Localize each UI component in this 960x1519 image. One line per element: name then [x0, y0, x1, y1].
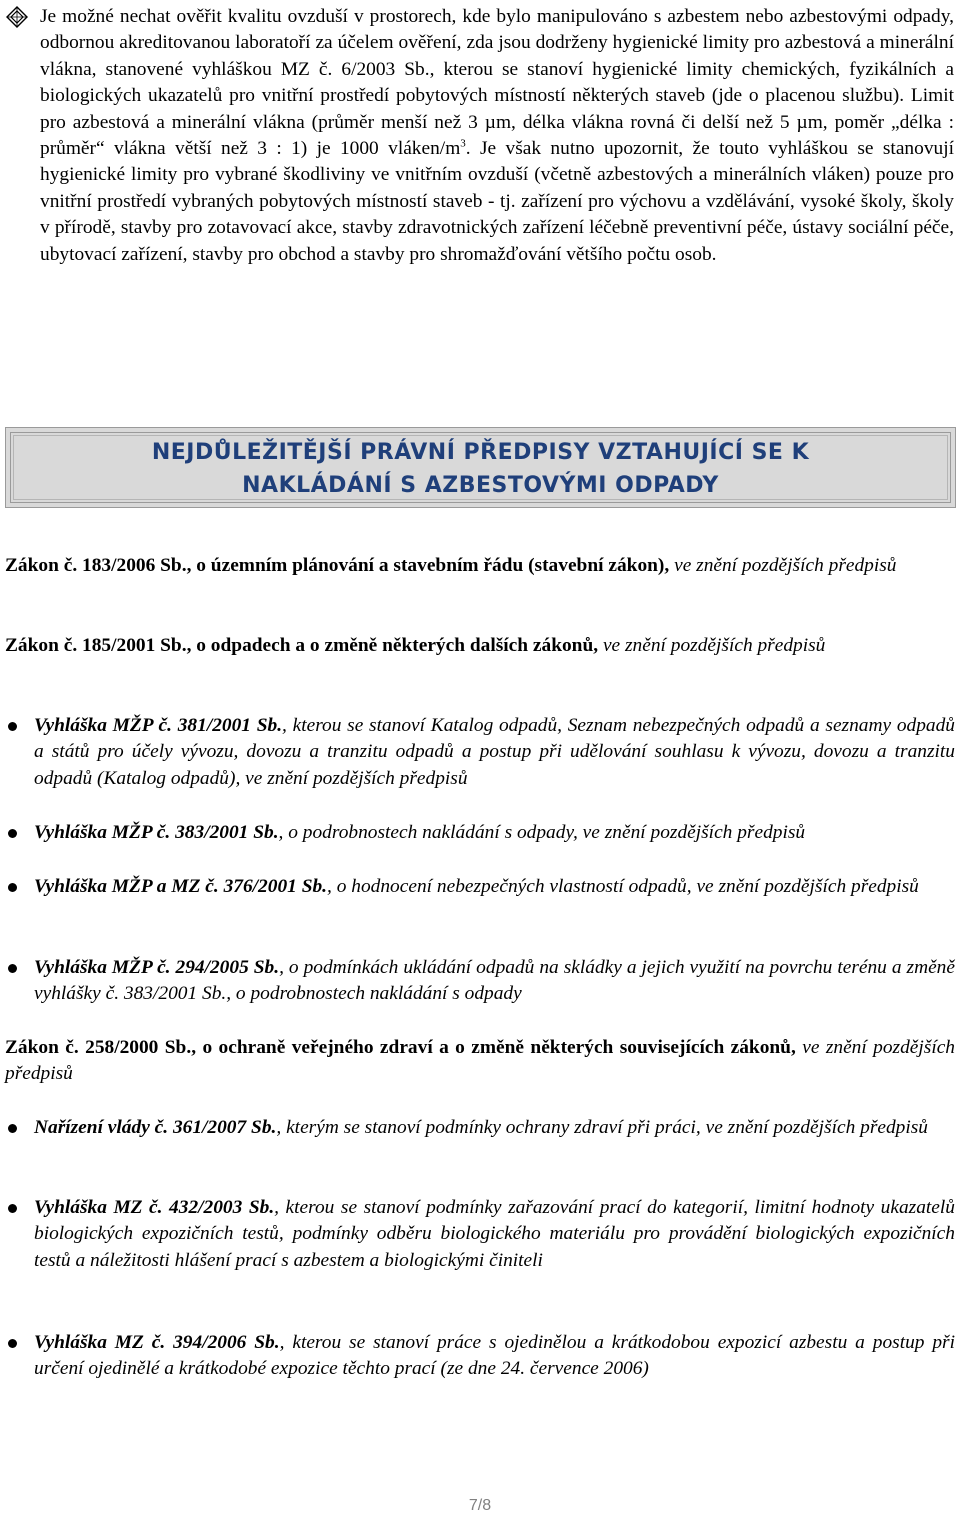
law-list-item — [5, 1330, 955, 1383]
law-entry — [5, 633, 955, 659]
bullet-icon — [8, 1204, 17, 1213]
law-note: , o podrobnostech nakládání s odpady, ve znění pozdějších předpisů — [278, 822, 806, 843]
law-list-item — [5, 713, 955, 792]
intro-text-continued: . Je však nutno upozornit, že touto vyhláškou se stanovují hygienické limity pro vybrané škodliviny ve vnitřním ovzduší (včetně azbestových a minerálních vláken) pouze pro vnitřní prostředí vybraných pobytových místností staveb - tj. zařízení pro výchovu a vzdělávání, vysoké školy, školy v přírodě, stavby pro zotavovací akce, stavby zdravotnických zařízení léčebně preventivní péče, ústavy sociální péče, ubytovací zařízení, stavby pro obchod a stavby pro shromažďování většího počtu osob. — [40, 138, 954, 265]
law-number: Vyhláška MŽP č. 381/2001 Sb. — [34, 715, 283, 736]
bullet-icon — [8, 964, 17, 973]
law-entry — [5, 553, 955, 579]
law-number: Vyhláška MZ č. 394/2006 Sb. — [34, 1332, 280, 1353]
law-list-item — [5, 955, 955, 1008]
law-note: , o hodnocení nebezpečných vlastností odpadů, ve znění pozdějších předpisů — [327, 876, 919, 897]
law-note: , kterým se stanoví podmínky ochrany zdraví při práci, ve znění pozdějších předpisů — [276, 1117, 928, 1138]
law-number: Zákon č. 258/2000 Sb. — [5, 1037, 192, 1058]
law-list-item — [5, 1115, 955, 1141]
law-list-item — [5, 874, 955, 900]
law-note: ve znění pozdějších předpisů — [5, 1037, 956, 1085]
law-title: , o ochraně veřejného zdraví a o změně některých souvisejících zákonů, — [191, 1037, 796, 1058]
law-number: Vyhláška MŽP a MZ č. 376/2001 Sb. — [34, 876, 328, 897]
law-list-item — [5, 820, 955, 846]
law-note: , o podmínkách ukládání odpadů na skládky a jejich využití na povrchu terénu a změně vyhlášky č. 383/2001 Sb., o podrobnostech nakládání s odpady — [34, 957, 955, 1005]
section-heading — [6, 436, 955, 502]
bullet-icon — [8, 1339, 17, 1348]
law-title: , o územním plánování a stavebním řádu (stavební zákon), — [186, 555, 670, 576]
law-note: ve znění pozdějších předpisů — [669, 555, 897, 576]
heading-line-1: NEJDŮLEŽITĚJŠÍ PRÁVNÍ PŘEDPISY VZTAHUJÍCÍ SE K — [151, 440, 810, 465]
bullet-icon — [8, 829, 17, 838]
intro-paragraph — [40, 4, 954, 268]
law-list-item — [5, 1195, 955, 1274]
intro-superscript: 3 — [460, 137, 466, 150]
law-number: Zákon č. 185/2001 Sb. — [5, 635, 187, 656]
law-entry — [5, 1035, 955, 1088]
law-title: , o odpadech a o změně některých dalších zákonů, — [186, 635, 599, 656]
law-note: ve znění pozdějších předpisů — [598, 635, 826, 656]
law-number: Zákon č. 183/2006 Sb. — [5, 555, 187, 576]
intro-text: Je možné nechat ověřit kvalitu ovzduší v prostorech, kde bylo manipulováno s azbestem nebo azbestovými odpady, odbornou akreditovanou laboratoří za účelem ověření, zda jsou dodrženy hygienické limity pro azbestová a minerální vlákna, stanovené vyhláškou MZ č. 6/2003 Sb., kterou se stanoví hygienické limity chemických, fyzikálních a biologických ukazatelů pro vnitřní prostředí pobytových místností některých staveb (jde o placenou službu). Limit pro azbestová a minerální vlákna (průměr menší než 3 µm, délka vlákna rovná či delší než 5 µm, poměr „délka : průměr“ vlákna větší než 3 : 1) je 1000 vláken/m — [40, 6, 954, 160]
intro-section — [0, 0, 960, 268]
law-note: , kterou se stanoví podmínky zařazování prací do kategorií, limitní hodnoty ukazatelů biologických expozičních testů, podmínky odběru biologického materiálu pro provádění biologických expozičních testů a náležitosti hlášení prací s azbestem a biologickými činiteli — [34, 1197, 955, 1271]
section-heading-box — [5, 427, 956, 508]
law-number: Nařízení vlády č. 361/2007 Sb. — [34, 1117, 277, 1138]
diamond-bullet-icon — [6, 6, 28, 28]
law-number: Vyhláška MŽP č. 294/2005 Sb. — [34, 957, 280, 978]
bullet-icon — [8, 1124, 17, 1133]
bullet-icon — [8, 883, 17, 892]
law-note: , kterou se stanoví Katalog odpadů, Seznam nebezpečných odpadů a seznamy odpadů a států pro účely vývozu, dovozu a tranzitu odpadů a postup při udělování souhlasu k vývozu, dovozu a tranzitu odpadů (Katalog odpadů), ve znění pozdějších předpisů — [34, 715, 955, 789]
law-number: Vyhláška MZ č. 432/2003 Sb. — [34, 1197, 275, 1218]
law-note: , kterou se stanoví práce s ojedinělou a krátkodobou expozicí azbestu a postup při určení ojedinělé a krátkodobé expozice těchto prací (ze dne 24. července 2006) — [34, 1332, 955, 1380]
law-number: Vyhláška MŽP č. 383/2001 Sb. — [34, 822, 279, 843]
heading-line-2: NAKLÁDÁNÍ S AZBESTOVÝMI ODPADY — [242, 473, 719, 498]
page-number: 7/8 — [468, 1497, 492, 1514]
bullet-icon — [8, 722, 17, 731]
